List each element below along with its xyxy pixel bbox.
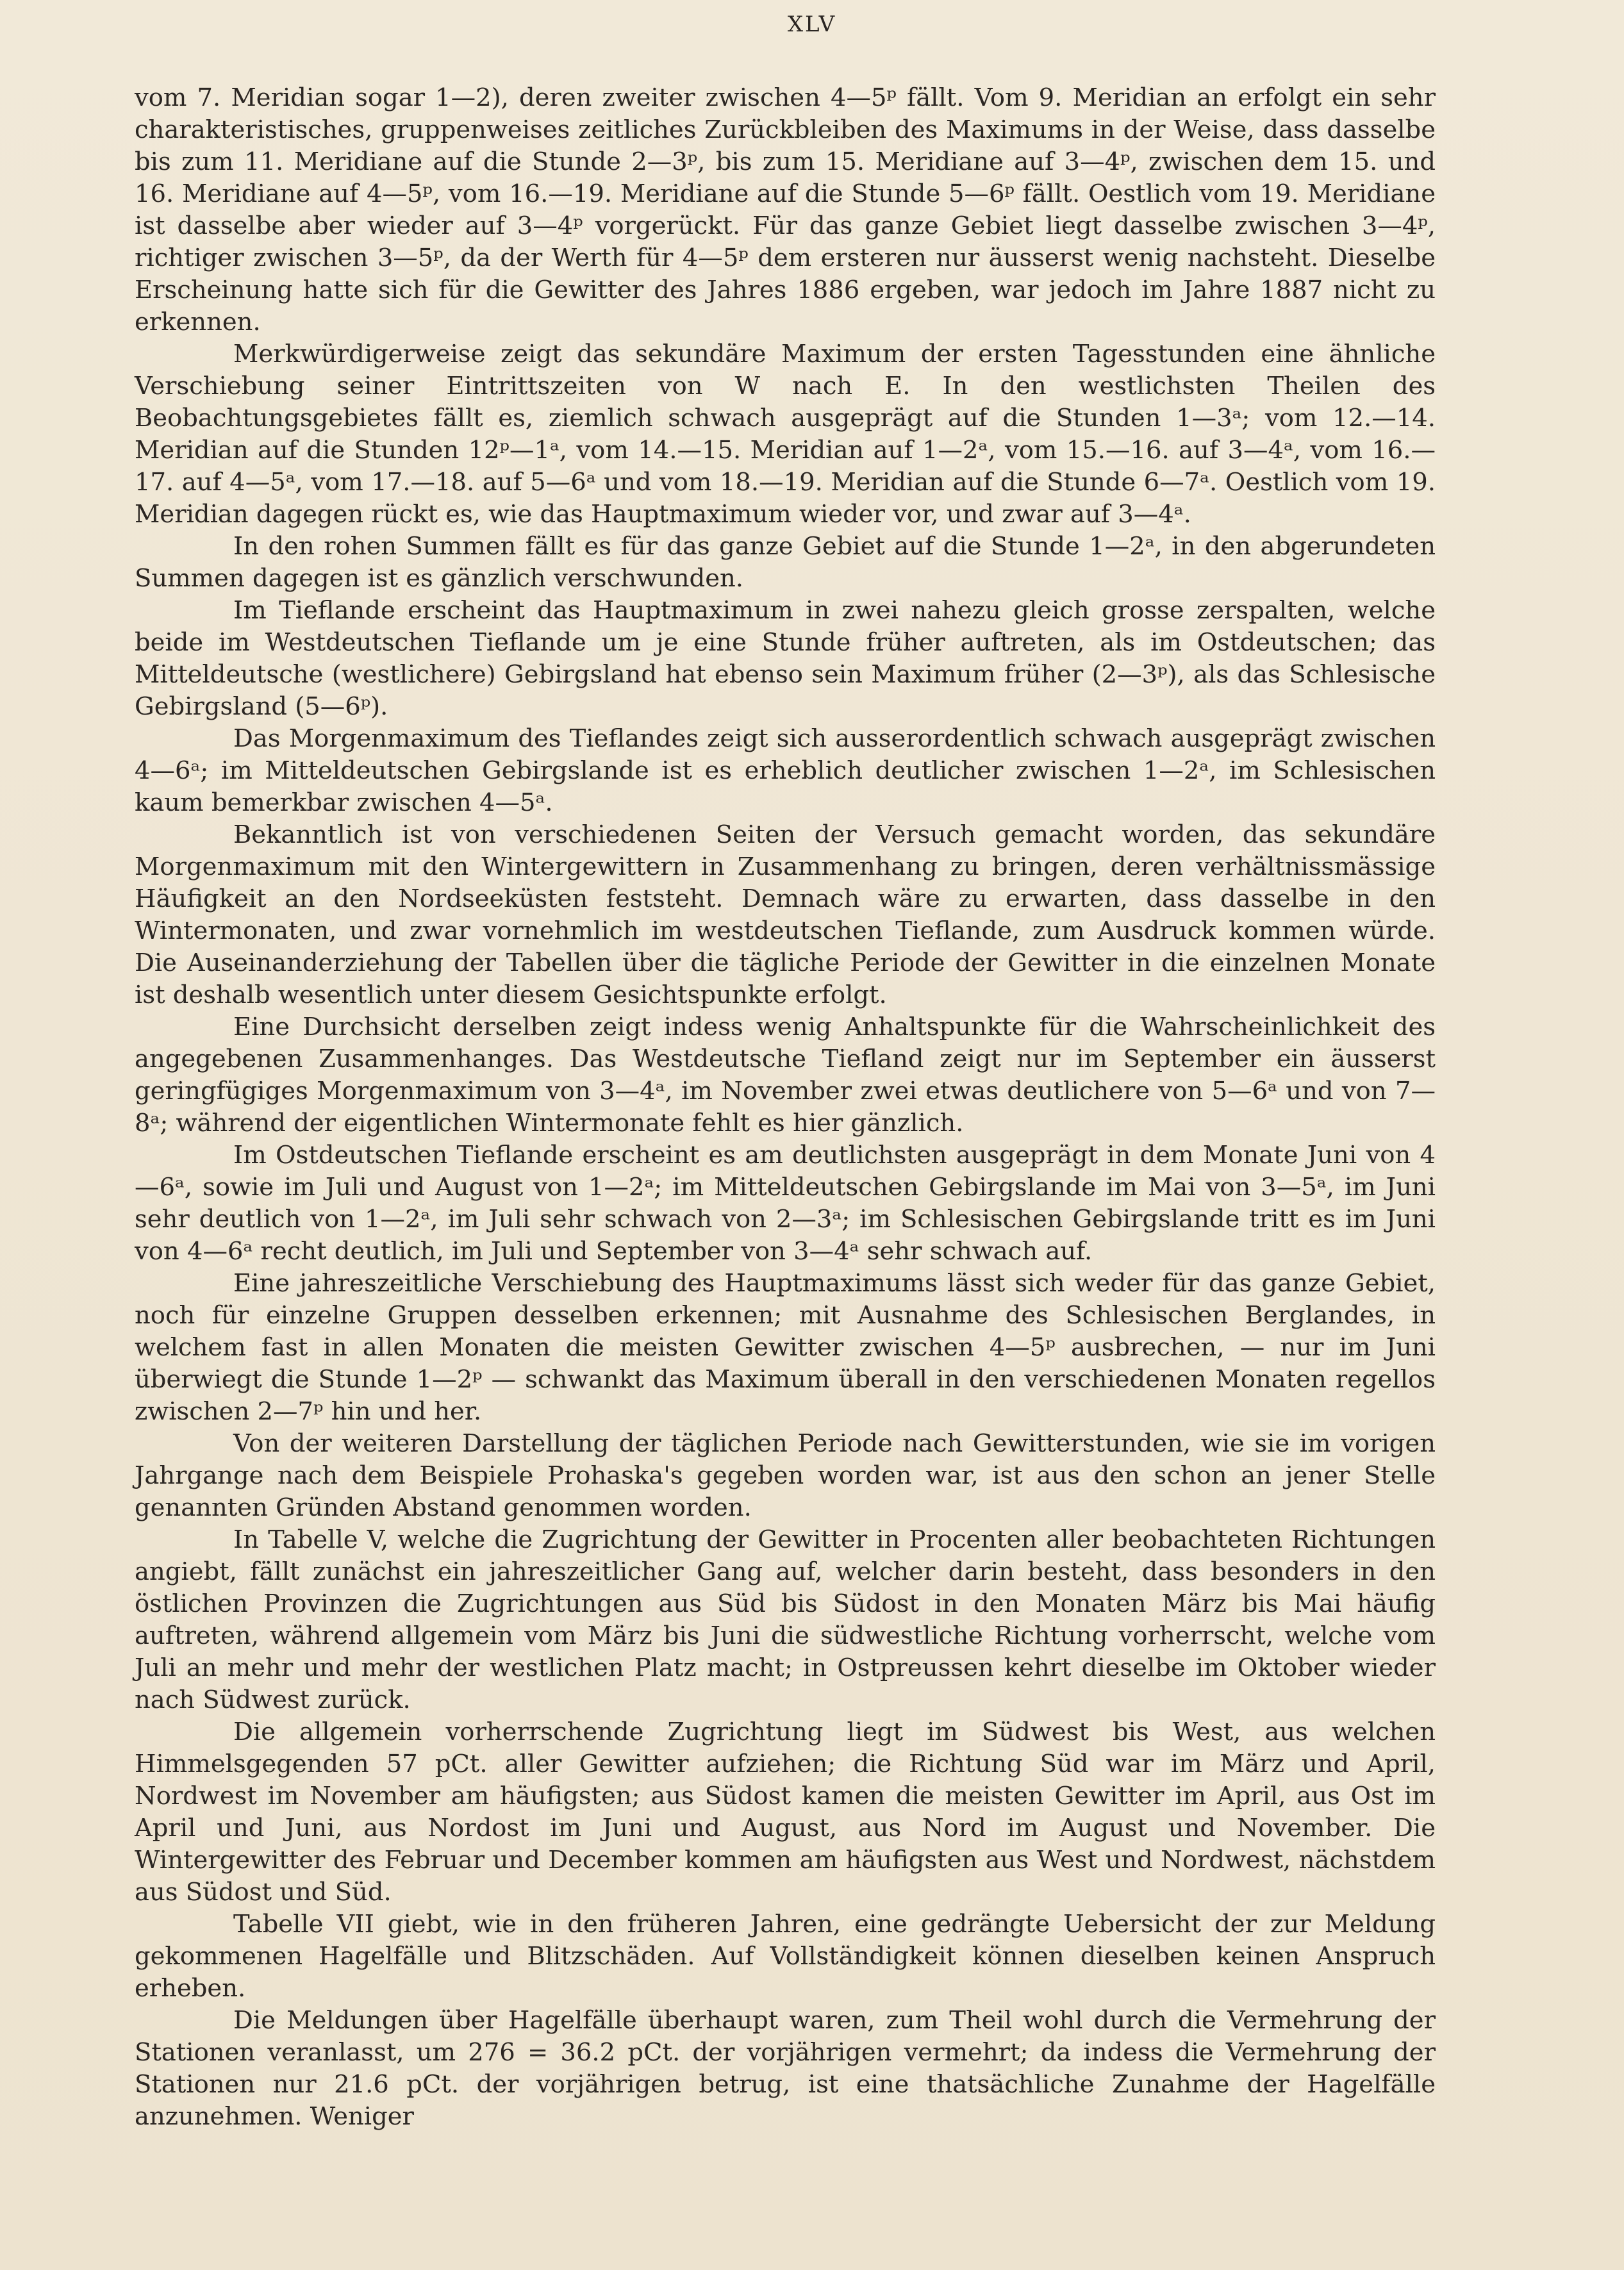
paragraph: Von der weiteren Darstellung der täglichen Periode nach Gewitterstunden, wie sie im vorigen Jahrgange nach dem Beispiele Prohaska's gegeben worden war, ist aus den schon an jener Stelle genannten Gründen Abstand genommen worden.: [135, 1429, 1436, 1522]
paragraph: Eine Durchsicht derselben zeigt indess wenig Anhaltspunkte für die Wahrscheinlichkeit des angegebenen Zusammenhanges. Das Westdeutsche Tiefland zeigt nur im September ein äusserst geringfügiges Morgenmaximum von 3—4ᵃ, im November zwei etwas deutlichere von 5—6ᵃ und von 7—8ᵃ; während der eigentlichen Wintermonate fehlt es hier gänzlich.: [135, 1013, 1436, 1138]
paragraph: Tabelle VII giebt, wie in den früheren Jahren, eine gedrängte Uebersicht der zur Meldung gekommenen Hagelfälle und Blitzschäden. Auf Vollständigkeit können dieselben keinen Anspruch erheben.: [135, 1910, 1436, 2003]
paragraph: Bekanntlich ist von verschiedenen Seiten der Versuch gemacht worden, das sekundäre Morgenmaximum mit den Wintergewittern in Zusammenhang zu bringen, deren verhältnissmässige Häufigkeit an den Nordseeküsten feststeht. Demnach wäre zu erwarten, dass dasselbe in den Wintermonaten, und zwar vornehmlich im westdeutschen Tieflande, zum Ausdruck kommen würde. Die Auseinanderziehung der Tabellen über die tägliche Periode der Gewitter in die einzelnen Monate ist deshalb wesentlich unter diesem Gesichtspunkte erfolgt.: [135, 820, 1436, 1009]
paragraph: Merkwürdigerweise zeigt das sekundäre Maximum der ersten Tagesstunden eine ähnliche Verschiebung seiner Eintrittszeiten von W nach E. In den westlichsten Theilen des Beobachtungsgebietes fällt es, ziemlich schwach ausgeprägt auf die Stunden 1—3ᵃ; vom 12.—14. Meridian auf die Stunden 12ᵖ—1ᵃ, vom 14.—15. Meridian auf 1—2ᵃ, vom 15.—16. auf 3—4ᵃ, vom 16.—17. auf 4—5ᵃ, vom 17.—18. auf 5—6ᵃ und vom 18.—19. Meridian auf die Stunde 6—7ᵃ. Oestlich vom 19. Meridian dagegen rückt es, wie das Hauptmaximum wieder vor, und zwar auf 3—4ᵃ.: [135, 340, 1436, 529]
paragraph: Die allgemein vorherrschende Zugrichtung liegt im Südwest bis West, aus welchen Himmelsgegenden 57 pCt. aller Gewitter aufziehen; die Richtung Süd war im März und April, Nordwest im November am häufigsten; aus Südost kamen die meisten Gewitter im April, aus Ost im April und Juni, aus Nordost im Juni und August, aus Nord im August und November. Die Wintergewitter des Februar und December kommen am häufigsten aus West und Nordwest, nächstdem aus Südost und Süd.: [135, 1718, 1436, 1907]
paragraph-continuation: vom 7. Meridian sogar 1—2), deren zweiter zwischen 4—5ᵖ fällt. Vom 9. Meridian an erfolgt ein sehr charakteristisches, gruppenweises zeitliches Zurückbleiben des Maximums in der Weise, dass dasselbe bis zum 11. Meridiane auf die Stunde 2—3ᵖ, bis zum 15. Meridiane auf 3—4ᵖ, zwischen dem 15. und 16. Meridiane auf 4—5ᵖ, vom 16.—19. Meridiane auf die Stunde 5—6ᵖ fällt. Oestlich vom 19. Meridiane ist dasselbe aber wieder auf 3—4ᵖ vorgerückt. Für das ganze Gebiet liegt dasselbe zwischen 3—4ᵖ, richtiger zwischen 3—5ᵖ, da der Werth für 4—5ᵖ dem ersteren nur äusserst wenig nachsteht. Dieselbe Erscheinung hatte sich für die Gewitter des Jahres 1886 ergeben, war jedoch im Jahre 1887 nicht zu erkennen.: [135, 83, 1436, 336]
paragraph: Im Ostdeutschen Tieflande erscheint es am deutlichsten ausgeprägt in dem Monate Juni von 4—6ᵃ, sowie im Juli und August von 1—2ᵃ; im Mitteldeutschen Gebirgslande im Mai von 3—5ᵃ, im Juni sehr deutlich von 1—2ᵃ, im Juli sehr schwach von 2—3ᵃ; im Schlesischen Gebirgslande tritt es im Juni von 4—6ᵃ recht deutlich, im Juli und September von 3—4ᵃ sehr schwach auf.: [135, 1141, 1436, 1266]
paragraph: Eine jahreszeitliche Verschiebung des Hauptmaximums lässt sich weder für das ganze Gebiet, noch für einzelne Gruppen desselben erkennen; mit Ausnahme des Schlesischen Berglandes, in welchem fast in allen Monaten die meisten Gewitter zwischen 4—5ᵖ ausbrechen, — nur im Juni überwiegt die Stunde 1—2ᵖ — schwankt das Maximum überall in den verschiedenen Monaten regellos zwischen 2—7ᵖ hin und her.: [135, 1269, 1436, 1426]
body-text: [135, 82, 1436, 2133]
paragraph: In den rohen Summen fällt es für das ganze Gebiet auf die Stunde 1—2ᵃ, in den abgerundeten Summen dagegen ist es gänzlich verschwunden.: [135, 532, 1436, 593]
paragraph: Im Tieflande erscheint das Hauptmaximum in zwei nahezu gleich grosse zerspalten, welche beide im Westdeutschen Tieflande um je eine Stunde früher auftreten, als im Ostdeutschen; das Mitteldeutsche (westlichere) Gebirgsland hat ebenso sein Maximum früher (2—3ᵖ), als das Schlesische Gebirgsland (5—6ᵖ).: [135, 596, 1436, 721]
paragraph: Die Meldungen über Hagelfälle überhaupt waren, zum Theil wohl durch die Vermehrung der Stationen veranlasst, um 276 = 36.2 pCt. der vorjährigen vermehrt; da indess die Vermehrung der Stationen nur 21.6 pCt. der vorjährigen betrug, ist eine thatsächliche Zunahme der Hagelfälle anzunehmen. Weniger: [135, 2006, 1436, 2131]
page-number: XLV: [787, 12, 837, 37]
paragraph: In Tabelle V, welche die Zugrichtung der Gewitter in Procenten aller beobachteten Richtungen angiebt, fällt zunächst ein jahreszeitlicher Gang auf, welcher darin besteht, dass besonders in den östlichen Provinzen die Zugrichtungen aus Süd bis Südost in den Monaten März bis Mai häufig auftreten, während allgemein vom März bis Juni die südwestliche Richtung vorherrscht, welche vom Juli an mehr und mehr der westlichen Platz macht; in Ostpreussen kehrt dieselbe im Oktober wieder nach Südwest zurück.: [135, 1525, 1436, 1714]
paragraph: Das Morgenmaximum des Tieflandes zeigt sich ausserordentlich schwach ausgeprägt zwischen 4—6ᵃ; im Mitteldeutschen Gebirgslande ist es erheblich deutlicher zwischen 1—2ᵃ, im Schlesischen kaum bemerkbar zwischen 4—5ᵃ.: [135, 724, 1436, 817]
